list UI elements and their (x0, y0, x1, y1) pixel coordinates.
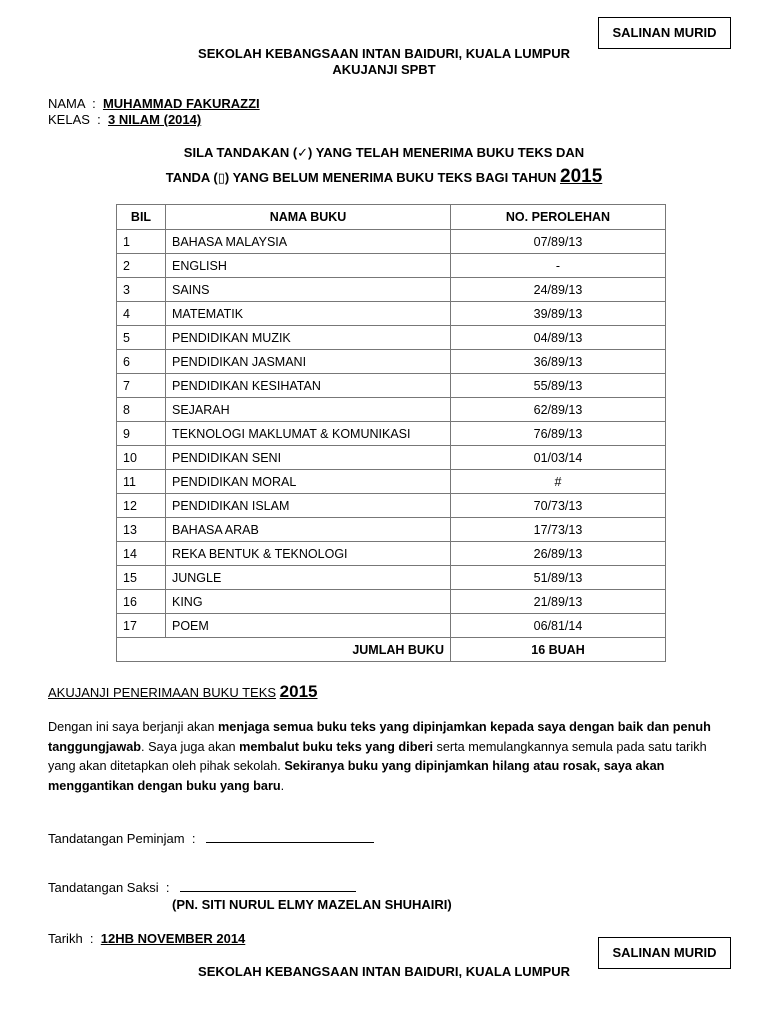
table-row (117, 422, 666, 446)
row-nama-buku: BAHASA MALAYSIA (166, 230, 451, 254)
student-name-row: NAMA : MUHAMMAD FAKURAZZI (48, 96, 260, 111)
date-label: Tarikh (48, 931, 83, 946)
row-no-perolehan: 04/89/13 (451, 326, 666, 350)
row-nama-buku: PENDIDIKAN KESIHATAN (166, 374, 451, 398)
table-header-row (117, 205, 666, 230)
total-value: 16 BUAH (451, 638, 666, 662)
row-bil: 14 (117, 542, 166, 566)
row-nama-buku: PENDIDIKAN MORAL (166, 470, 451, 494)
row-nama-buku: JUNGLE (166, 566, 451, 590)
row-no-perolehan: 76/89/13 (451, 422, 666, 446)
header-nama-buku: NAMA BUKU (166, 205, 451, 230)
row-bil: 2 (117, 254, 166, 278)
row-no-perolehan: 36/89/13 (451, 350, 666, 374)
row-nama-buku: PENDIDIKAN JASMANI (166, 350, 451, 374)
row-bil: 6 (117, 350, 166, 374)
table-row (117, 398, 666, 422)
borrower-label: Tandatangan Peminjam (48, 831, 185, 846)
class-value: 3 NILAM (2014) (108, 112, 202, 127)
row-bil: 3 (117, 278, 166, 302)
table-row (117, 230, 666, 254)
header-no-perolehan: NO. PEROLEHAN (451, 205, 666, 230)
row-no-perolehan: 62/89/13 (451, 398, 666, 422)
total-label: JUMLAH BUKU (117, 638, 451, 662)
instruction-text: TANDA (▯) YANG BELUM MENERIMA BUKU TEKS BAGI TAHUN (165, 170, 557, 185)
row-no-perolehan: 24/89/13 (451, 278, 666, 302)
pledge-year: 2015 (279, 682, 318, 701)
row-nama-buku: PENDIDIKAN SENI (166, 446, 451, 470)
copy-label-top: SALINAN MURID (598, 17, 731, 49)
student-class-row: KELAS : 3 NILAM (2014) (48, 112, 202, 127)
row-no-perolehan: 55/89/13 (451, 374, 666, 398)
row-no-perolehan: 70/73/13 (451, 494, 666, 518)
table-row (117, 542, 666, 566)
row-bil: 15 (117, 566, 166, 590)
row-nama-buku: ENGLISH (166, 254, 451, 278)
table-row (117, 254, 666, 278)
date-row: Tarikh : 12HB NOVEMBER 2014 (48, 931, 246, 946)
instruction-line-1: SILA TANDAKAN (✓) YANG TELAH MENERIMA BUKU TEKS DAN (183, 145, 585, 160)
row-bil: 10 (117, 446, 166, 470)
table-row (117, 446, 666, 470)
table-row (117, 350, 666, 374)
header-bil: BIL (117, 205, 166, 230)
school-name: SEKOLAH KEBANGSAAN INTAN BAIDURI, KUALA LUMPUR (198, 46, 570, 61)
row-no-perolehan: 01/03/14 (451, 446, 666, 470)
row-bil: 9 (117, 422, 166, 446)
row-bil: 1 (117, 230, 166, 254)
table-row (117, 614, 666, 638)
row-no-perolehan: 07/89/13 (451, 230, 666, 254)
table-body (117, 230, 666, 638)
row-no-perolehan: - (451, 254, 666, 278)
row-bil: 16 (117, 590, 166, 614)
row-no-perolehan: 26/89/13 (451, 542, 666, 566)
row-no-perolehan: 21/89/13 (451, 590, 666, 614)
table-row (117, 470, 666, 494)
copy-label-bottom: SALINAN MURID (598, 937, 731, 969)
row-bil: 11 (117, 470, 166, 494)
row-no-perolehan: # (451, 470, 666, 494)
row-nama-buku: SEJARAH (166, 398, 451, 422)
row-nama-buku: SAINS (166, 278, 451, 302)
school-name-bottom: SEKOLAH KEBANGSAAN INTAN BAIDURI, KUALA LUMPUR (198, 964, 570, 979)
row-no-perolehan: 06/81/14 (451, 614, 666, 638)
witness-label: Tandatangan Saksi (48, 880, 159, 895)
pledge-paragraph: Dengan ini saya berjanji akan menjaga semua buku teks yang dipinjamkan kepada saya dengan baik dan penuh tanggungjawab. Saya juga akan membalut buku teks yang diberi serta memulangkannya semula pada satu tarikh yang akan ditetapkan oleh pihak sekolah. Sekiranya buku yang dipinjamkan hilang atau rosak, saya akan menggantikan dengan buku yang baru. (48, 720, 711, 793)
class-label: KELAS (48, 112, 90, 127)
row-nama-buku: PENDIDIKAN ISLAM (166, 494, 451, 518)
row-nama-buku: TEKNOLOGI MAKLUMAT & KOMUNIKASI (166, 422, 451, 446)
name-label: NAMA (48, 96, 85, 111)
date-value: 12HB NOVEMBER 2014 (100, 931, 246, 946)
row-bil: 4 (117, 302, 166, 326)
row-nama-buku: POEM (166, 614, 451, 638)
table-row (117, 494, 666, 518)
table-row (117, 374, 666, 398)
row-nama-buku: REKA BENTUK & TEKNOLOGI (166, 542, 451, 566)
form-title: AKUJANJI SPBT (332, 62, 436, 77)
instruction-line-2 (0, 166, 768, 188)
name-value: MUHAMMAD FAKURAZZI (102, 96, 260, 111)
row-nama-buku: KING (166, 590, 451, 614)
witness-name: (PN. SITI NURUL ELMY MAZELAN SHUHAIRI) (172, 897, 452, 912)
table-row (117, 518, 666, 542)
row-bil: 17 (117, 614, 166, 638)
row-bil: 8 (117, 398, 166, 422)
table-row (117, 278, 666, 302)
row-no-perolehan: 39/89/13 (451, 302, 666, 326)
table-row (117, 326, 666, 350)
table-row (117, 566, 666, 590)
row-no-perolehan: 17/73/13 (451, 518, 666, 542)
book-table (116, 204, 666, 662)
row-no-perolehan: 51/89/13 (451, 566, 666, 590)
row-bil: 7 (117, 374, 166, 398)
row-bil: 5 (117, 326, 166, 350)
pledge-heading-row (48, 682, 318, 702)
pledge-heading: AKUJANJI PENERIMAAN BUKU TEKS (48, 685, 277, 700)
row-nama-buku: MATEMATIK (166, 302, 451, 326)
borrower-signature-row: Tandatangan Peminjam : (48, 830, 374, 846)
witness-signature-row: Tandatangan Saksi : (48, 879, 356, 895)
row-bil: 12 (117, 494, 166, 518)
row-nama-buku: PENDIDIKAN MUZIK (166, 326, 451, 350)
instruction-year: 2015 (560, 166, 603, 187)
row-nama-buku: BAHASA ARAB (166, 518, 451, 542)
table-total-row (117, 638, 666, 662)
row-bil: 13 (117, 518, 166, 542)
borrower-signature-line[interactable] (206, 830, 374, 843)
table-row (117, 590, 666, 614)
witness-signature-line[interactable] (180, 879, 356, 892)
table-row (117, 302, 666, 326)
